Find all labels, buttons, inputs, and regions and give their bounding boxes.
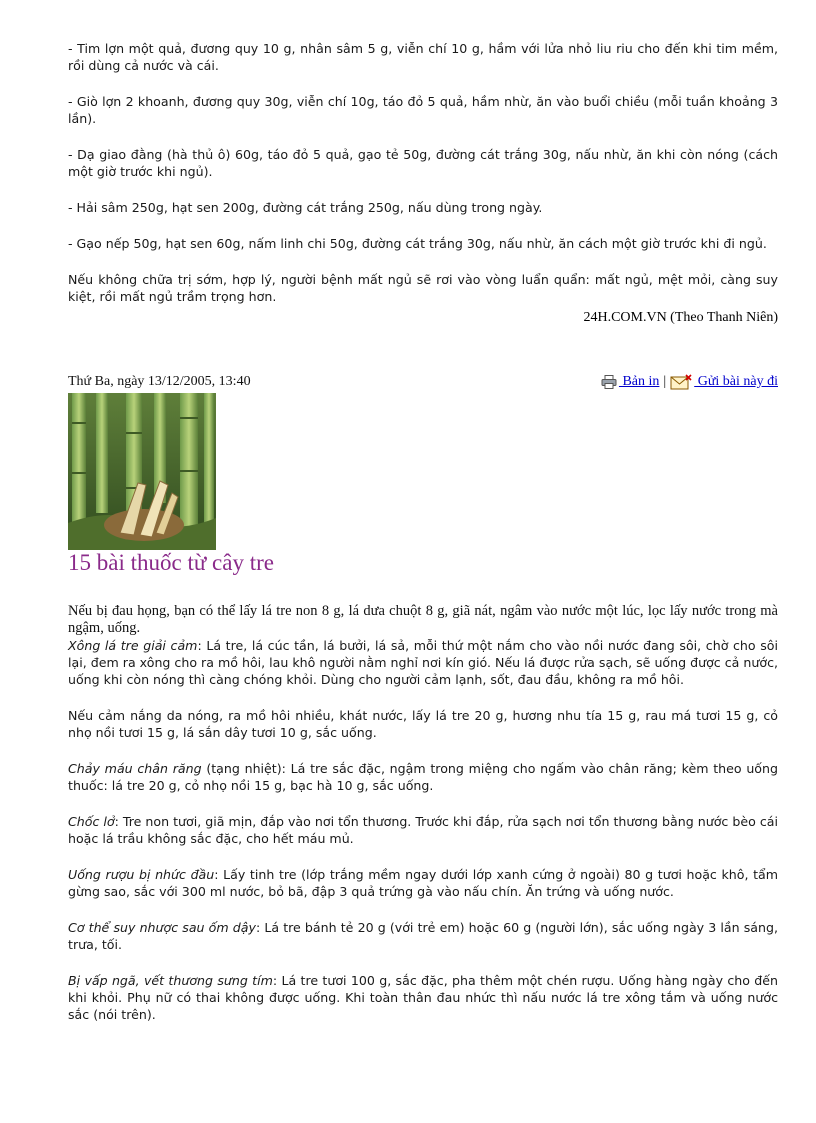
remedy-item: [68, 760, 778, 794]
envelope-icon: [670, 374, 692, 390]
article-meta-row: [68, 374, 778, 394]
remedy-heading: Cơ thể suy nhược sau ốm dậy: [68, 920, 256, 935]
remedy-body: Lá tre tươi 100 g, sắc đặc, pha thêm một chén rượu. Uống hàng ngày cho đến khi khỏi. Phụ nữ có thai không được uống. Khi toàn thân đau nhức thì nấu nước lá tre xông tắm và uống nước sắc (nói trên).: [68, 973, 779, 1022]
remedy-heading: Xông lá tre giải cảm: [68, 638, 198, 653]
article-lead: Nếu bị đau họng, bạn có thể lấy lá tre non 8 g, lá dưa chuột 8 g, giã nát, ngâm vào nước một lúc, lọc lấy nước trong mà ngậm, uống.: [68, 603, 778, 636]
article-date: Thứ Ba, ngày 13/12/2005, 13:40: [68, 374, 251, 389]
article-actions: [601, 374, 778, 390]
remedy-item: [68, 919, 778, 953]
send-label: Gửi bài này đi: [694, 374, 778, 390]
remedy-separator: :: [114, 814, 123, 829]
paragraph: Nếu không chữa trị sớm, hợp lý, người bệnh mất ngủ sẽ rơi vào vòng luẩn quẩn: mất ngủ, mệt mỏi, càng suy kiệt, rồi mất ngủ trầm trọng hơn.: [68, 272, 778, 304]
remedy-separator: :: [197, 638, 207, 653]
article-body: [68, 603, 778, 1042]
paragraph: - Gạo nếp 50g, hạt sen 60g, nấm linh chi 50g, đường cát trắng 30g, nấu nhừ, ăn cách một giờ trước khi đi ngủ.: [68, 236, 767, 251]
remedy-body: Lá tre bánh tẻ 20 g (với trẻ em) hoặc 60 g (người lớn), sắc uống ngày 3 lần sáng, trưa, tối.: [68, 920, 778, 952]
top-section: [68, 40, 778, 326]
send-article-link[interactable]: [670, 374, 778, 390]
remedy-heading: Uống rượu bị nhức đầu: [68, 867, 215, 882]
print-link[interactable]: [601, 374, 659, 390]
remedy-item: [68, 972, 778, 1023]
remedy-body: Nếu cảm nắng da nóng, ra mồ hôi nhiều, khát nước, lấy lá tre 20 g, hương nhu tía 15 g, rau má tươi 15 g, cỏ nhọ nồi tươi 15 g, lá sắn dây tươi 10 g, sắc uống.: [68, 708, 778, 740]
remedy-item: [68, 637, 778, 688]
remedy-heading: Bị vấp ngã, vết thương sưng tím: [68, 973, 273, 988]
paragraph: - Dạ giao đằng (hà thủ ô) 60g, táo đỏ 5 quả, gạo tẻ 50g, đường cát trắng 30g, nấu nhừ, ăn khi còn nóng (cách một giờ trước khi ngủ).: [68, 147, 778, 179]
remedy-body: (tạng nhiệt): Lá tre sắc đặc, ngậm trong miệng cho ngấm vào chân răng; kèm theo uống thuốc: lá tre 20 g, cỏ nhọ nồi 15 g, bạc hà 10 g, sắc uống.: [68, 761, 778, 793]
remedy-separator: :: [214, 867, 224, 882]
article-title: 15 bài thuốc từ cây tre: [68, 550, 274, 575]
paragraph: - Giò lợn 2 khoanh, đương quy 30g, viễn chí 10g, táo đỏ 5 quả, hầm nhừ, ăn vào buổi chiều (mỗi tuần khoảng 3 lần).: [68, 94, 778, 126]
remedy-separator: :: [272, 973, 282, 988]
remedy-heading: Chảy máu chân răng: [68, 761, 202, 776]
remedy-body: Lá tre, lá cúc tần, lá bưởi, lá sả, mỗi thứ một nắm cho vào nồi nước đang sôi, chờ cho sôi lại, đem ra xông cho ra mồ hôi, lau khô người nằm nghỉ nơi kín gió. Nếu lá được rửa sạch, sẽ uống được cả nước, uống khi còn nóng thì càng chóng khỏi. Dùng cho người cảm lạnh, sốt, đau đầu, không ra mồ hôi.: [68, 638, 778, 687]
remedy-separator: :: [255, 920, 265, 935]
paragraph: - Tim lợn một quả, đương quy 10 g, nhân sâm 5 g, viễn chí 10 g, hầm với lửa nhỏ liu riu cho đến khi tim mềm, rồi dùng cả nước và cái.: [68, 41, 778, 73]
remedy-body: Lấy tinh tre (lớp trắng mềm ngay dưới lớp xanh cứng ở ngoài) 80 g tươi hoặc khô, tẩm gừng sao, sắc với 300 ml nước, bỏ bã, đập 3 quả trứng gà vào nấu chín. Ăn trứng và uống nước.: [68, 867, 778, 899]
remedy-item: [68, 866, 778, 900]
remedy-body: Tre non tươi, giã mịn, đắp vào nơi tổn thương. Trước khi đắp, rửa sạch nơi tổn thương bằng nước bèo cái hoặc lá trầu không sắc đặc, cho hết máu mủ.: [68, 814, 778, 846]
print-label: Bản in: [618, 374, 660, 390]
printer-icon: [601, 375, 617, 389]
remedy-heading: Chốc lở: [68, 814, 115, 829]
remedy-item: [68, 813, 778, 847]
paragraph: - Hải sâm 250g, hạt sen 200g, đường cát trắng 250g, nấu dùng trong ngày.: [68, 200, 543, 215]
bamboo-photo: [68, 393, 216, 550]
action-separator: |: [663, 374, 667, 390]
remedy-item: [68, 707, 778, 741]
source-credit: 24H.COM.VN (Theo Thanh Niên): [583, 310, 778, 325]
